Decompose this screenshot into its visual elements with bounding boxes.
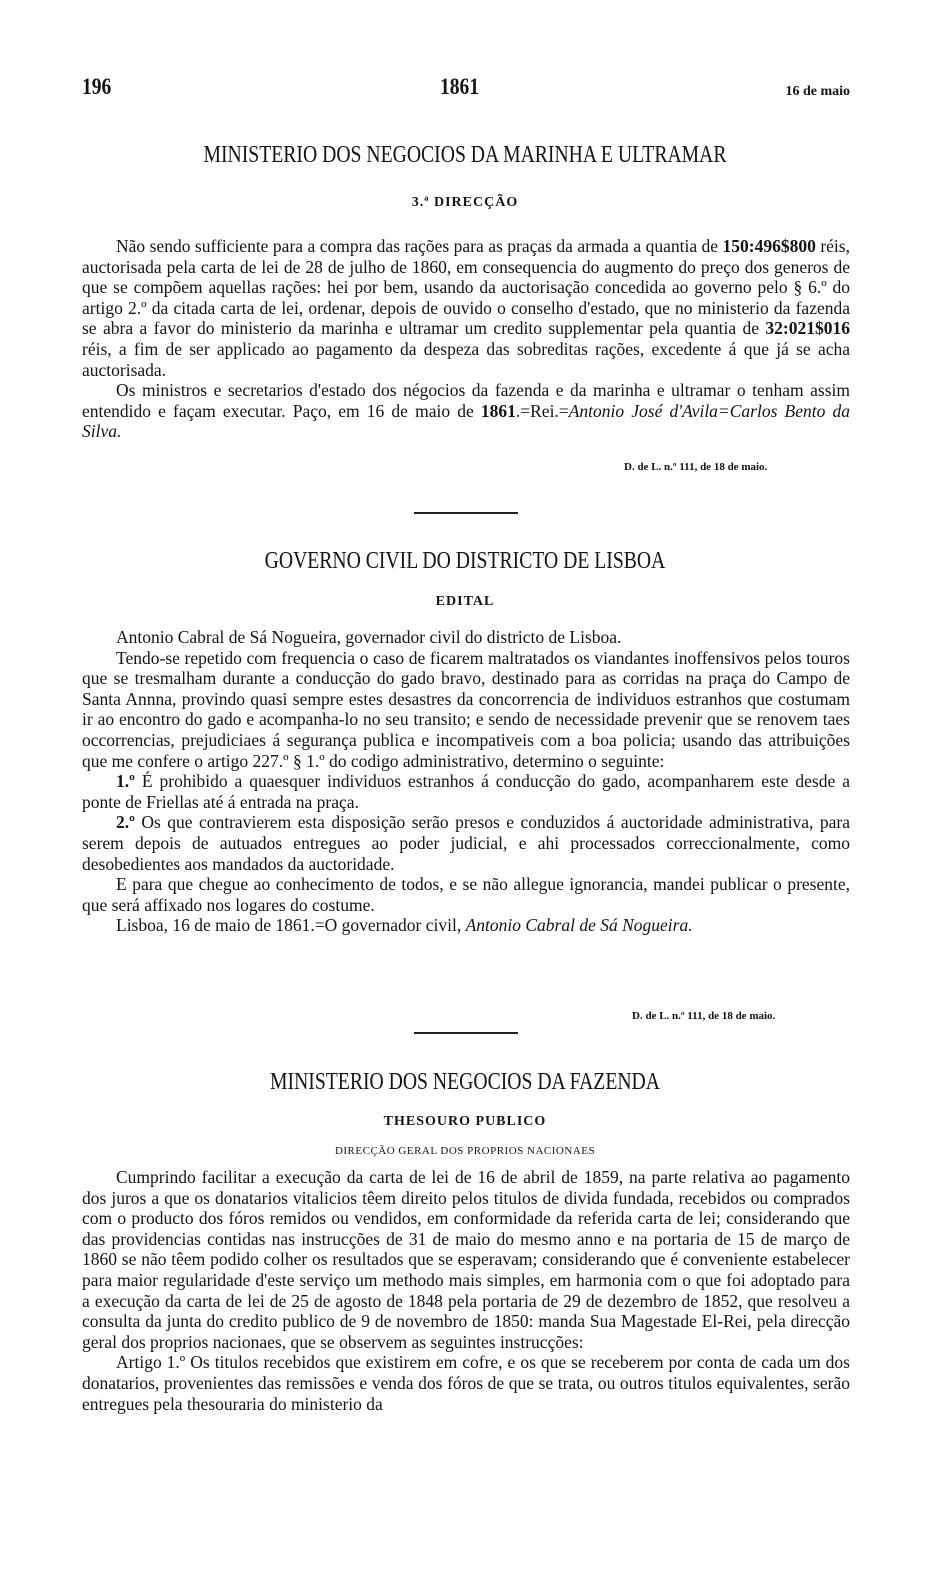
section-divider [414, 1032, 518, 1034]
item-text: É prohibido a quaesquer individuos estranhos á conducção do gado, acompanharem este desde a ponte de Friellas até á entrada na praça. [82, 771, 850, 812]
paragraph [82, 380, 850, 442]
paragraph [82, 236, 850, 380]
page-year: 1861 [440, 74, 480, 99]
amount: 32:021$016 [765, 318, 850, 339]
section-divider [414, 512, 518, 514]
article-label: Artigo 1.º [116, 1352, 186, 1373]
paragraph-text: Os ministros e secretarios d'estado dos négocios da fazenda e da marinha e ultramar o tenham assim entendido e façam executar. Paço, em 16 de maio de [82, 380, 850, 421]
item-number: 1.º [116, 771, 135, 792]
publication-reference: D. de L. n.º 111, de 18 de maio. [624, 461, 768, 473]
rei-mark: .=Rei.= [515, 400, 569, 421]
article-text: Os titulos recebidos que existirem em cofre, e os que se receberem por conta de cada um dos donatarios, provenientes das remissões e venda dos fóros de que se trata, ou outros titulos equivalentes, serão entregues pela thesouraria do ministerio da [82, 1352, 850, 1414]
page-number: 196 [82, 74, 112, 99]
signature: Antonio Cabral de Sá Nogueira. [465, 915, 693, 936]
section-title: GOVERNO CIVIL DO DISTRICTO DE LISBOA [264, 548, 666, 574]
intro: Antonio Cabral de Sá Nogueira, governador civil do districto de Lisboa. [116, 627, 622, 647]
paragraph: Tendo-se repetido com frequencia o caso de ficarem maltratados os viandantes inoffensivos pelos touros que se tresmalham durante a conducção do gado bravo, destinado para as corridas na praça do Campo de Santa Annna, provindo quasi sempre estes desastres da concorrencia de individuos estranhos que costumam ir ao encontro do gado e acompanha-lo no seu transito; e sendo de necessidade prevenir que se renovem taes occorrencias, prejudiciaes á segurança publica e incompativeis com a boa policia; usando das attribuições que me confere o artigo 227.º § 1.º do codigo administrativo, determino o seguinte: [82, 647, 850, 771]
paragraph: E para que chegue ao conhecimento de todos, e se não allegue ignorancia, mandei publicar o presente, que será affixado nos logares do costume. [82, 874, 850, 915]
paragraph-text: réis, auctorisada pela carta de lei de 28 de julho de 1860, em consequencia do augmento do preço dos generos de que se compõem aquellas rações: hei por bem, usando da auctorisação concedida ao governo pelo § 6.º do artigo 2.º da citada carta de lei, ordenar, depois de ouvido o conselho d'estado, que no ministerio da fazenda se abra a favor do ministerio da marinha e ultramar um credito supplementar pela quantia de [82, 236, 850, 339]
section-body [82, 627, 850, 936]
item-text: Os que contravierem esta disposição serão presos e conduzidos á auctoridade administrativa, para serem depois de autuados entregues ao poder judicial, e ahi processados correccionalmente, como desobedientes aos mandados da auctoridade. [82, 812, 850, 874]
signoff-text: Lisboa, 16 de maio de 1861.=O governador civil, [116, 915, 466, 936]
section-subtitle: THESOURO PUBLICO [383, 1114, 547, 1129]
amount: 150:496$800 [722, 236, 816, 256]
signature: Antonio José d'Avila=Carlos Bento da Silva. [82, 400, 850, 442]
page-date: 16 de maio [785, 84, 850, 99]
list-item [82, 771, 850, 812]
article [82, 1352, 850, 1414]
paragraph-text: réis, a fim de ser applicado ao pagamento da despeza das sobreditas rações, excedente á que já se acha auctorisada. [82, 338, 850, 380]
year: 1861 [480, 400, 516, 421]
section-title: MINISTERIO DOS NEGOCIOS DA MARINHA E ULTRAMAR [203, 142, 727, 168]
signoff [82, 915, 850, 936]
section-subsubtitle: DIRECÇÃO GERAL DOS PROPRIOS NACIONAES [334, 1145, 596, 1157]
section-subtitle: EDITAL [435, 594, 495, 609]
section-subtitle: 3.ª DIRECÇÃO [411, 195, 519, 210]
paragraph: Cumprindo facilitar a execução da carta de lei de 16 de abril de 1859, na parte relativa ao pagamento dos juros a que os donatarios vitalicios têem direito pelos titulos de divida fundada, recebidos ou comprados com o producto dos fóros remidos ou vendidos, em conformidade da referida carta de lei; considerando que das providencias contidas nas instrucções de 31 de maio do mesmo anno e na portaria de 15 de março de 1860 se não têem podido colher os resultados que se esperavam; considerando que é conveniente estabelecer para maior regularidade d'este serviço um methodo mais simples, em harmonia com o que foi adoptado para a execução da carta de lei de 25 de agosto de 1848 pela portaria de 29 de dezembro de 1852, que resolveu a consulta da junta do credito publico de 9 de novembro de 1850: manda Sua Magestade El-Rei, pela direcção geral dos proprios nacionaes, que se observem as seguintes instrucções: [82, 1167, 850, 1352]
paragraph-text: Não sendo sufficiente para a compra das rações para as praças da armada a quantia de [116, 236, 723, 256]
section-body [82, 236, 850, 442]
section-body [82, 1167, 850, 1414]
publication-reference: D. de L. n.º 111, de 18 de maio. [632, 1010, 776, 1022]
list-item [82, 812, 850, 874]
item-number: 2.º [116, 812, 135, 833]
section-title: MINISTERIO DOS NEGOCIOS DA FAZENDA [270, 1069, 660, 1095]
